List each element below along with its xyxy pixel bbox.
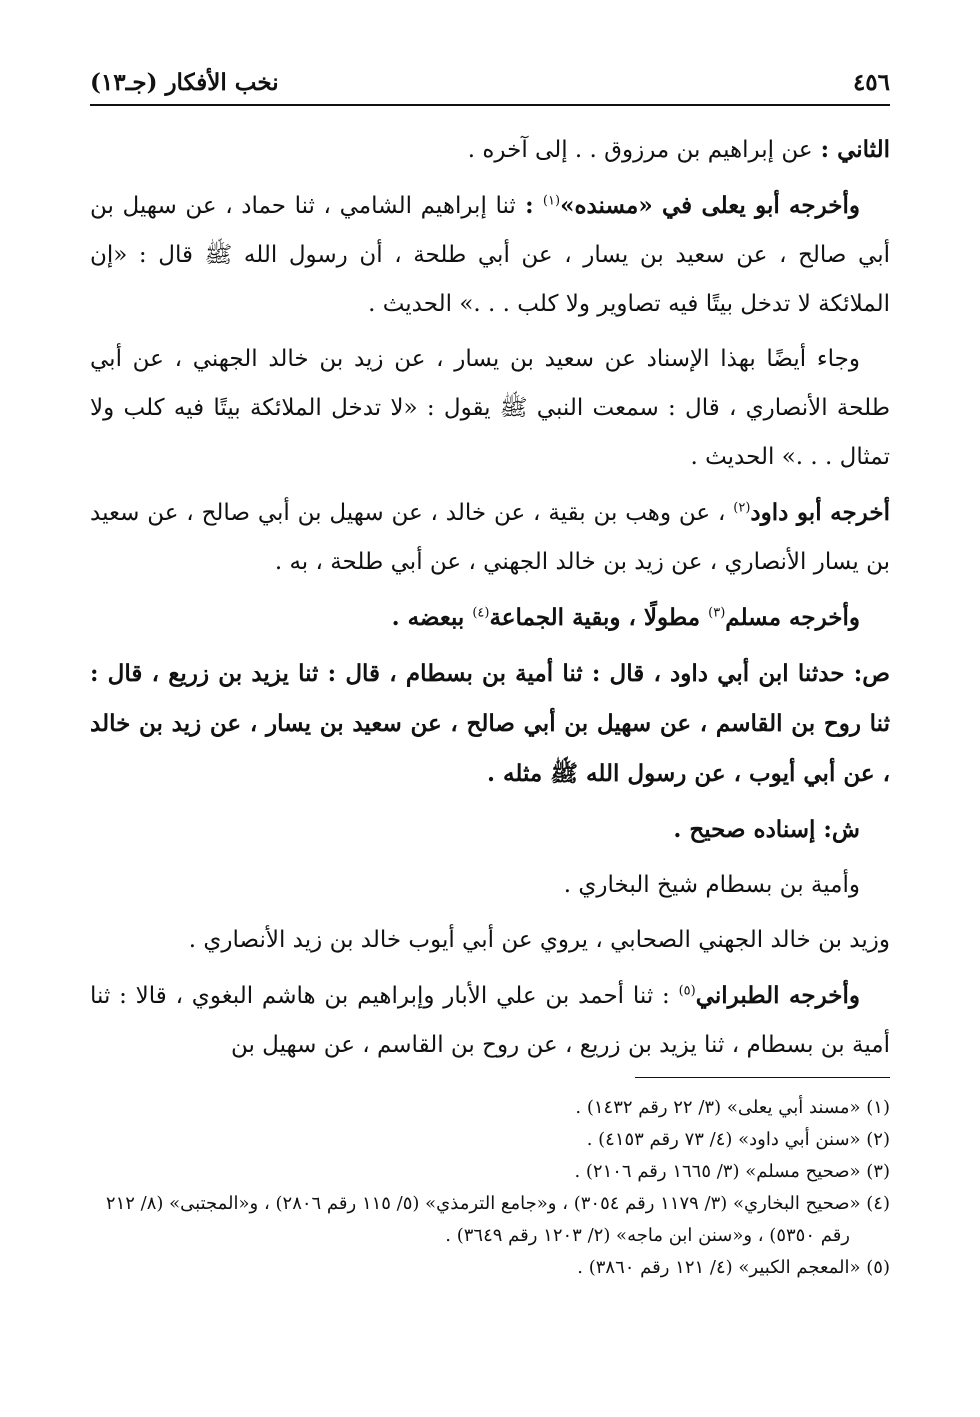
footnote: (٣) «صحيح مسلم» (٣/ ١٦٦٥ رقم ٢١٠٦) . (574, 1161, 890, 1182)
text-run: أخرجه أبو داود (750, 499, 890, 526)
text-run: وجاء أيضًا بهذا الإسناد عن سعيد بن يسار ، عن زيد بن خالد الجهني ، عن أبي طلحة الأنصاري ، قال : سمعت النبي ﷺ يقول : «لا تدخل الملائكة بيتًا فيه كلب ولا تمثال . . .» الحديث . (90, 346, 890, 470)
paragraph (90, 861, 890, 910)
text-run: عن إبراهيم بن مرزوق . . إلى آخره . (467, 137, 813, 163)
text-run: وأمية بن بسطام شيخ البخاري . (563, 872, 860, 898)
text-run: وأخرجه مسلم (725, 604, 860, 631)
text-run: ، عن وهب بن بقية ، عن خالد ، عن سهيل بن أبي صالح ، عن سعيد بن يسار الأنصاري ، عن زيد بن خالد الجهني ، عن أبي طلحة ، به . (90, 500, 890, 575)
text-run: : (515, 192, 543, 219)
paragraph (90, 488, 890, 587)
header-divider (90, 104, 890, 106)
footnote-marker: (٥) (678, 983, 696, 999)
text-run: ثنا إبراهيم الشامي ، ثنا حماد ، عن سهيل بن أبي صالح ، عن سعيد بن يسار ، عن أبي طلحة ، أن رسول الله ﷺ قال : «إن الملائكة لا تدخل بيتًا فيه تصاوير ولا كلب . . .» الحديث . (90, 193, 890, 317)
text-run: وأخرجه أبو يعلى في «مسنده» (560, 192, 860, 219)
footnote-divider (635, 1077, 890, 1078)
footnotes (90, 1092, 890, 1284)
footnote: (٢) «سنن أبي داود» (٤/ ٧٣ رقم ٤١٥٣) . (586, 1129, 890, 1150)
footnote: (١) «مسند أبي يعلى» (٣/ ٢٢ رقم ١٤٣٢) . (575, 1097, 890, 1118)
paragraph (90, 805, 890, 855)
text-run: الثاني : (812, 136, 890, 163)
paragraph (90, 971, 890, 1070)
footnote-marker: (١) (542, 193, 561, 209)
footnote-marker: (٣) (708, 605, 726, 621)
text-run: مطولًا ، وبقية الجماعة (489, 604, 709, 631)
main-text (90, 125, 890, 1076)
text-run: وأخرجه الطبراني (695, 982, 861, 1009)
text-run: وزيد بن خالد الجهني الصحابي ، يروي عن أبي أيوب خالد بن زيد الأنصاري . (188, 927, 890, 953)
paragraph (90, 335, 890, 482)
footnote-marker: (٤) (472, 605, 490, 621)
page-header (90, 62, 890, 102)
book-title: نخب الأفكار (جـ١٣) (90, 68, 279, 96)
text-run: ببعضه . (391, 604, 473, 631)
page-number: ٤٥٦ (852, 68, 890, 96)
text-run: : ثنا أحمد بن علي الأبار وإبراهيم بن هاشم البغوي ، قالا : ثنا أمية بن بسطام ، ثنا يزيد بن زريع ، عن روح بن القاسم ، عن سهيل بن (90, 983, 890, 1058)
paragraph (90, 916, 890, 965)
paragraph (90, 649, 890, 799)
footnote: (٤) «صحيح البخاري» (٣/ ١١٧٩ رقم ٣٠٥٤) ، و«جامع الترمذي» (٥/ ١١٥ رقم ٢٨٠٦) ، و«المجتبى» (٨/ ٢١٢ رقم ٥٣٥٠) ، و«سنن ابن ماجه» (٢/ ١٢٠٣ رقم ٣٦٤٩) . (105, 1193, 890, 1246)
paragraph (90, 125, 890, 175)
text-run: ش: إسناده صحيح . (673, 816, 860, 843)
paragraph (90, 181, 890, 329)
paragraph (90, 593, 890, 643)
text-run: ص: حدثنا ابن أبي داود ، قال : ثنا أمية بن بسطام ، قال : ثنا يزيد بن زريع ، قال : ثنا روح بن القاسم ، عن سهيل بن أبي صالح ، عن سعيد بن يسار ، عن زيد بن خالد ، عن أبي أيوب ، عن رسول الله ﷺ مثله . (90, 660, 890, 787)
footnote: (٥) «المعجم الكبير» (٤/ ١٢١ رقم ٣٨٦٠) . (577, 1257, 890, 1278)
footnote-marker: (٢) (733, 500, 751, 516)
